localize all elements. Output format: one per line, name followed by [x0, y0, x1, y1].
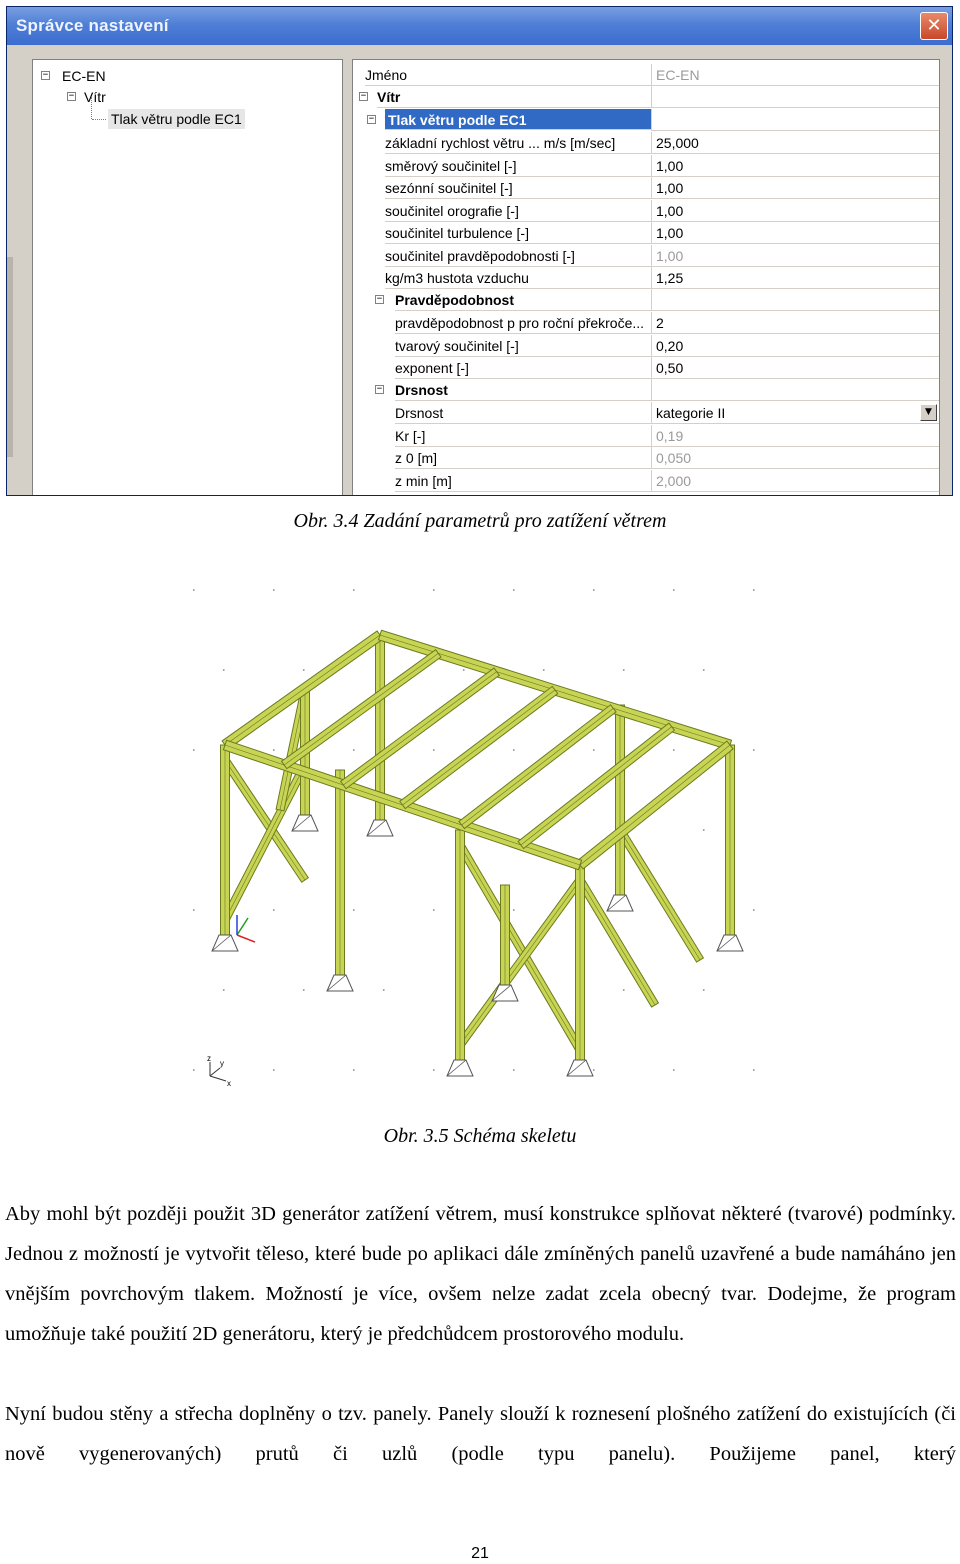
dropdown-arrow-icon[interactable]: ▼ — [920, 404, 937, 421]
selected-group-label: Tlak větru podle EC1 — [385, 109, 651, 130]
property-row[interactable] — [353, 177, 939, 199]
property-value — [651, 289, 939, 311]
property-value[interactable]: kategorie II ▼ — [651, 402, 939, 424]
property-label: Drsnost — [395, 402, 651, 424]
property-label: pravděpodobnost p pro roční překroče... — [395, 312, 651, 334]
axis-x-label: x — [227, 1079, 231, 1088]
tree-connector — [92, 119, 106, 120]
figure-caption-3-5: Obr. 3.5 Schéma skeletu — [383, 1125, 577, 1147]
property-label: z min [m] — [395, 470, 651, 492]
support-icon — [292, 815, 318, 831]
property-row[interactable] — [353, 222, 939, 244]
group-header-probability[interactable] — [353, 289, 939, 311]
property-label: Jméno — [365, 64, 651, 86]
group-header-wind[interactable] — [353, 86, 939, 108]
grid-dot — [273, 589, 275, 591]
support-icon — [447, 1060, 473, 1076]
collapse-icon[interactable]: − — [360, 91, 367, 101]
property-row[interactable] — [353, 267, 939, 289]
grid-dot — [703, 829, 705, 831]
property-label: součinitel pravděpodobnosti [-] — [385, 245, 651, 267]
roof-purlin-centerline — [462, 708, 614, 825]
property-value — [651, 379, 939, 401]
grid-dot — [673, 589, 675, 591]
frame-members — [221, 630, 735, 1060]
grid-dot — [273, 1069, 275, 1071]
grid-dot — [193, 909, 195, 911]
support-icon — [717, 935, 743, 951]
grid-dot — [193, 1069, 195, 1071]
body-paragraph-1 — [5, 1194, 956, 1354]
grid-dot — [223, 669, 225, 671]
property-label: sezónní součinitel [-] — [385, 177, 651, 199]
collapse-icon[interactable]: − — [42, 70, 49, 80]
property-label: exponent [-] — [395, 357, 651, 379]
brace-member-centerline — [225, 760, 305, 880]
group-label: Vítr — [377, 86, 651, 108]
local-x-axis — [237, 935, 255, 942]
tree-node-label: Vítr — [84, 89, 106, 105]
property-row[interactable] — [353, 200, 939, 222]
grid-dot — [623, 669, 625, 671]
body-paragraph-2 — [5, 1394, 956, 1474]
grid-dot — [673, 749, 675, 751]
support-icon — [492, 985, 518, 1001]
property-value[interactable]: 1,00 — [651, 245, 939, 267]
collapse-icon[interactable]: − — [376, 384, 383, 394]
grid-dot — [273, 909, 275, 911]
property-value[interactable]: 0,50 — [651, 357, 939, 379]
tree-node-label: Tlak větru podle EC1 — [108, 109, 245, 129]
grid-dot — [673, 1069, 675, 1071]
group-label: Drsnost — [395, 379, 651, 401]
property-row[interactable] — [353, 402, 939, 424]
group-header-roughness[interactable] — [353, 379, 939, 401]
group-header-wind-pressure[interactable] — [353, 109, 939, 131]
grid-dot — [433, 909, 435, 911]
grid-dot — [193, 589, 195, 591]
property-row[interactable] — [353, 357, 939, 379]
grid-dot — [593, 589, 595, 591]
property-label: Kr [-] — [395, 425, 651, 447]
grid-dot — [513, 1069, 515, 1071]
property-value — [651, 86, 939, 108]
property-grid — [352, 59, 940, 496]
grid-dot — [353, 749, 355, 751]
group-label: Pravděpodobnost — [395, 289, 651, 311]
property-value[interactable]: 1,00 — [651, 177, 939, 199]
property-value[interactable]: 2 — [651, 312, 939, 334]
property-value[interactable]: 25,000 — [651, 132, 939, 154]
axis-y-label: y — [220, 1059, 224, 1068]
figure-caption-3-4: Obr. 3.4 Zadání parametrů pro zatížení větrem — [293, 510, 667, 532]
support-icon — [607, 895, 633, 911]
grid-dot — [303, 989, 305, 991]
collapse-icon[interactable]: − — [376, 294, 383, 304]
property-value[interactable]: 0,19 — [651, 425, 939, 447]
paragraph-text: Nyní budou stěny a střecha doplněny o tzv. panely. Panely slouží k roznesení plošného zatížení do existujících (či nově vygenerovaných) prutů či uzlů (podle typu panelu). Použijeme panel, který — [5, 1403, 956, 1465]
settings-tree — [32, 59, 343, 496]
grid-dot — [513, 589, 515, 591]
grid-dot — [303, 669, 305, 671]
grid-dot — [513, 749, 515, 751]
property-value — [651, 109, 939, 131]
left-edge-strip — [7, 257, 13, 457]
local-axis-marker — [237, 915, 255, 942]
property-label: součinitel orografie [-] — [385, 200, 651, 222]
grid-dot — [463, 669, 465, 671]
property-label: součinitel turbulence [-] — [385, 222, 651, 244]
roof-purlin-centerline — [343, 672, 496, 785]
grid-dot — [353, 589, 355, 591]
property-value[interactable]: 0,20 — [651, 335, 939, 357]
support-icon — [567, 1060, 593, 1076]
grid-dot — [223, 989, 225, 991]
grid-dot — [593, 1069, 595, 1071]
close-icon[interactable]: ✕ — [920, 12, 948, 40]
property-value[interactable]: 1,25 — [651, 267, 939, 289]
axis-x-line — [210, 1076, 226, 1081]
skeleton-frame-figure — [180, 580, 780, 1110]
grid-dot — [433, 589, 435, 591]
title-bar[interactable] — [7, 7, 952, 45]
grid-dot — [623, 989, 625, 991]
tree-node-label: EC-EN — [62, 68, 106, 84]
axis-z-label: z — [207, 1054, 211, 1063]
local-y-axis — [237, 918, 248, 935]
grid-dot — [273, 749, 275, 751]
support-icon — [367, 820, 393, 836]
grid-dot — [433, 1069, 435, 1071]
collapse-icon[interactable]: − — [368, 114, 375, 124]
grid-dot — [383, 989, 385, 991]
grid-dot — [703, 989, 705, 991]
grid-dot — [753, 1069, 755, 1071]
collapse-icon[interactable]: − — [68, 91, 75, 101]
property-value: EC-EN — [651, 64, 939, 86]
property-row[interactable] — [353, 470, 939, 492]
property-value[interactable]: 0,050 — [651, 447, 939, 469]
property-row[interactable] — [353, 425, 939, 447]
grid-dot — [593, 749, 595, 751]
support-icon — [327, 975, 353, 991]
brace-member-centerline — [620, 830, 700, 960]
property-value[interactable]: 1,00 — [651, 200, 939, 222]
property-label: směrový součinitel [-] — [385, 155, 651, 177]
paragraph-text: Aby mohl být později použit 3D generátor zatížení větrem, musí konstrukce splňovat některé (tvarové) podmínky. Jednou z možností je vytvořit těleso, které bude po aplikaci dále zmíněných panelů uzavřené a bude namáháno jen vnějším povrchovým tlakem. Možností je více, ovšem nelze zadat zcela obecný tvar. Dodejme, že program umožňuje také použití 2D generátoru, který je předchůdcem prostorového modulu. — [5, 1203, 956, 1345]
axis-triad — [207, 1054, 231, 1088]
property-label: kg/m3 hustota vzduchu — [385, 267, 651, 289]
property-label: z 0 [m] — [395, 447, 651, 469]
property-row[interactable] — [353, 312, 939, 334]
property-row[interactable] — [353, 245, 939, 267]
axis-y-line — [210, 1068, 220, 1076]
grid-dot — [753, 749, 755, 751]
page-number: 21 — [471, 1545, 489, 1562]
property-row[interactable] — [353, 447, 939, 469]
brace-member-centerline — [225, 765, 305, 920]
grid-dot — [353, 1069, 355, 1071]
property-row[interactable] — [353, 132, 939, 154]
tree-connector — [91, 97, 93, 119]
support-icon — [212, 935, 238, 951]
grid-dot — [703, 669, 705, 671]
property-label: tvarový součinitel [-] — [395, 335, 651, 357]
property-label: základní rychlost větru ... m/s [m/sec] — [385, 132, 651, 154]
roof-purlin-centerline — [521, 727, 672, 845]
grid-dot — [433, 749, 435, 751]
property-row[interactable] — [353, 335, 939, 357]
roof-purlin-centerline — [403, 690, 556, 805]
property-value[interactable]: 2,000 — [651, 470, 939, 492]
grid-dot — [193, 749, 195, 751]
grid-dot — [353, 909, 355, 911]
grid-dot — [513, 909, 515, 911]
grid-dot — [753, 589, 755, 591]
grid-dot — [543, 669, 545, 671]
dialog-title: Správce nastavení — [16, 16, 169, 35]
property-row-name[interactable] — [353, 64, 939, 86]
grid-dot — [753, 909, 755, 911]
property-value[interactable]: 1,00 — [651, 222, 939, 244]
property-row[interactable] — [353, 155, 939, 177]
settings-manager-dialog — [6, 6, 953, 496]
property-value[interactable]: 1,00 — [651, 155, 939, 177]
edge-beam-centerline — [580, 745, 730, 865]
